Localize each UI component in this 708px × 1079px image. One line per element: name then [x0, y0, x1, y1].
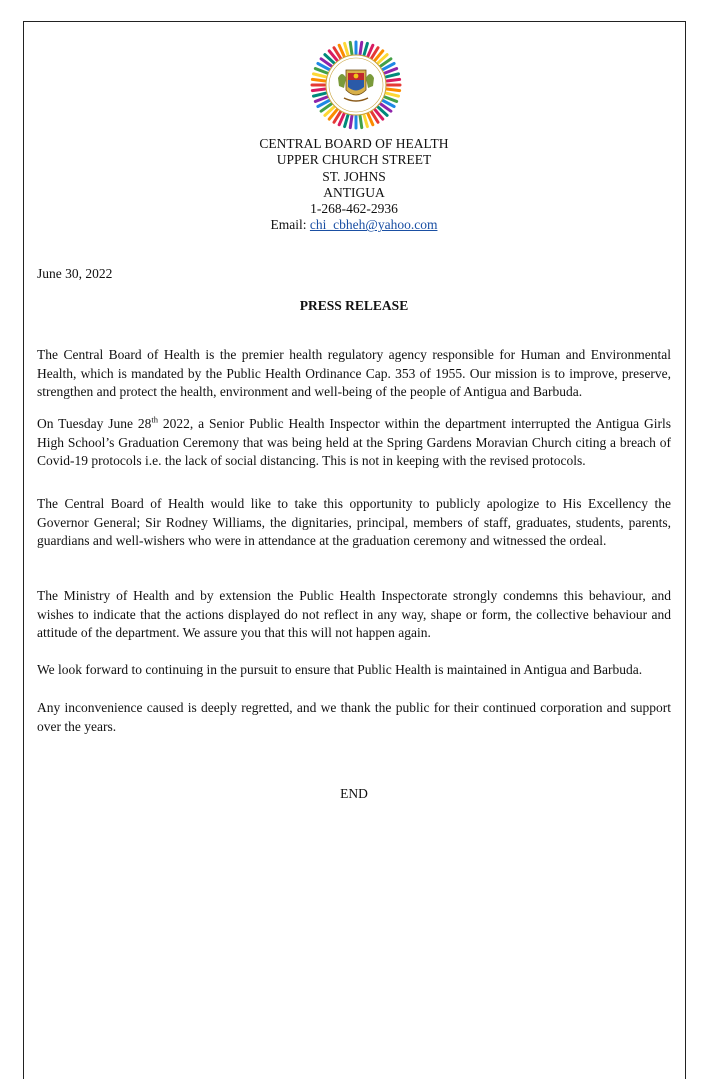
paragraph-apology: The Central Board of Health would like to take this opportunity to publicly apologize to His Excellency the Governor General; Sir Rodney Williams, the dignitaries, principal, members of staff, graduates, students, parents, guardians and well-wishers who were in attendance at the graduation ceremony and witnessed the ordeal. — [37, 496, 671, 549]
paragraph-condemnation: The Ministry of Health and by extension the Public Health Inspectorate strongly condemns this behaviour, and wishes to indicate that the actions displayed do not reflect in any way, shape or form, the collective behaviour and attitude of the department. We assure you that this will not happen again. — [37, 588, 671, 641]
paragraph-commitment: We look forward to continuing in the pursuit to ensure that Public Health is maintained in Antigua and Barbuda. — [37, 662, 643, 677]
city: ST. JOHNS — [322, 168, 386, 184]
incident-text-start: On Tuesday June 28 — [37, 416, 152, 431]
release-date: June 30, 2022 — [37, 266, 113, 281]
organization-name: CENTRAL BOARD OF HEALTH — [259, 136, 449, 151]
press-release-title: PRESS RELEASE — [299, 298, 409, 313]
ordinal-suffix: th — [151, 414, 159, 425]
central-board-of-health-seal-icon — [308, 40, 404, 130]
country: ANTIGUA — [323, 184, 385, 200]
email-link[interactable]: chi_cbheh@yahoo.com — [309, 217, 438, 233]
street-address: UPPER CHURCH STREET — [276, 152, 432, 168]
letterhead — [0, 136, 708, 234]
paragraph-mission: The Central Board of Health is the premier health regulatory agency responsible for Human and Environmental Health, which is mandated by the Public Health Ordinance Cap. 353 of 1955. Our mission is to improve, preserve, strengthen and protect the health, environment and well-being of the people of Antigua and Barbuda. — [37, 347, 671, 400]
paragraph-incident — [37, 415, 671, 471]
email-label: Email: — [270, 217, 310, 233]
paragraph-closing: Any inconvenience caused is deeply regretted, and we thank the public for their continued corporation and support over the years. — [37, 700, 671, 734]
email-line — [0, 217, 708, 233]
incident-text-end: 2022, a Senior Public Health Inspector within the department interrupted the Antigua Girls High School’s Graduation Ceremony that was being held at the Spring Gardens Moravian Church citing a breach of Covid-19 protocols i.e. the lack of social distancing. This is not in keeping with the revised protocols. — [37, 416, 671, 469]
phone-number: 1-268-462-2936 — [310, 201, 398, 217]
end-marker: END — [340, 786, 368, 801]
